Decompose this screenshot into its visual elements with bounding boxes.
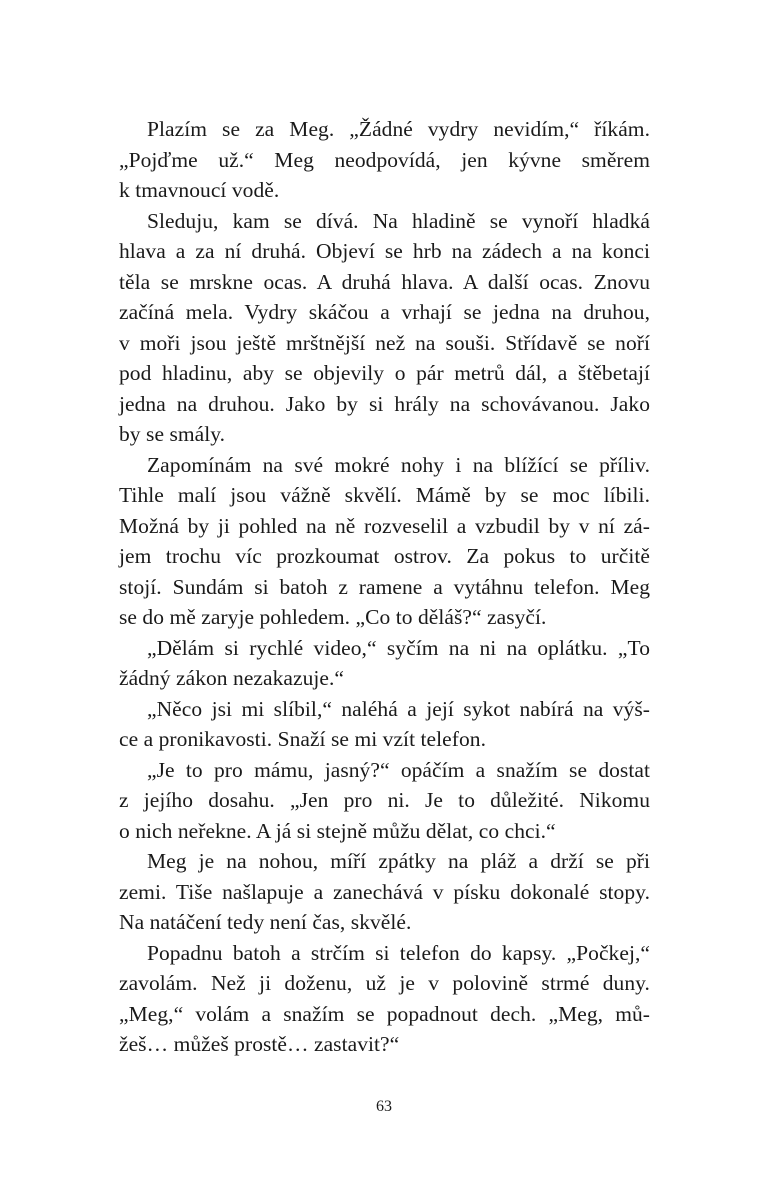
text-line: z jejího dosahu. „Jen pro ni. Je to důležité. Nikomu <box>119 788 650 812</box>
text-line: Na natáčení tedy není čas, skvělé. <box>119 910 412 934</box>
text-line: v moři jsou ještě mrštnější než na souši. Střídavě se noří <box>119 330 650 355</box>
text-line: zemi. Tiše našlapuje a zanechává v písku dokonalé stopy. <box>119 879 650 904</box>
text-line: o nich neřekne. A já si stejně můžu dělat, co chci.“ <box>119 818 556 843</box>
text-line: Meg je na nohou, míří zpátky na pláž a drží se při <box>147 849 650 873</box>
page-number: 63 <box>376 1098 392 1115</box>
text-line: Možná by ji pohled na ně rozveselil a vzbudil by v ní zá- <box>119 513 650 538</box>
text-line: „Je to pro mámu, jasný?“ opáčím a snažím se dostat <box>147 757 650 782</box>
text-line: jedna na druhou. Jako by si hrály na schovávanou. Jako <box>119 391 650 416</box>
text-line: „Dělám si rychlé video,“ syčím na ni na oplátku. „To <box>147 635 650 660</box>
text-line: ce a pronikavosti. Snaží se mi vzít telefon. <box>119 727 486 751</box>
text-line: žádný zákon nezakazuje.“ <box>119 666 345 690</box>
text-line: jem trochu víc prozkoumat ostrov. Za pokus to určitě <box>119 544 650 568</box>
text-line: stojí. Sundám si batoh z ramene a vytáhnu telefon. Meg <box>119 574 650 599</box>
text-line: Zapomínám na své mokré nohy i na blížící se příliv. <box>147 452 650 477</box>
text-line: „Pojďme už.“ Meg neodpovídá, jen kývne směrem <box>119 147 650 172</box>
text-line: „Meg,“ volám a snažím se popadnout dech. „Meg, mů- <box>119 1001 650 1026</box>
text-line: pod hladinu, aby se objevily o pár metrů dál, a štěbetají <box>119 361 650 385</box>
text-line: hlava a za ní druhá. Objeví se hrb na zádech a na konci <box>119 239 650 263</box>
text-line: „Něco jsi mi slíbil,“ naléhá a její sykot nabírá na výš- <box>147 696 650 721</box>
text-line: by se smály. <box>119 422 226 446</box>
text-line: Popadnu batoh a strčím si telefon do kapsy. „Počkej,“ <box>147 940 650 965</box>
text-line: těla se mrskne ocas. A druhá hlava. A další ocas. Znovu <box>119 269 650 294</box>
page-body <box>119 114 650 1060</box>
text-line: Sleduju, kam se dívá. Na hladině se vynoří hladká <box>147 208 650 233</box>
text-line: začíná mela. Vydry skáčou a vrhají se jedna na druhou, <box>119 300 650 324</box>
text-line: žeš… můžeš prostě… zastavit?“ <box>119 1032 400 1056</box>
text-line: Tihle malí jsou vážně skvělí. Mámě by se moc líbili. <box>119 483 650 507</box>
text-line: k tmavnoucí vodě. <box>119 178 280 202</box>
text-line: Plazím se za Meg. „Žádné vydry nevidím,“ říkám. <box>147 117 650 141</box>
text-line: zavolám. Než ji doženu, už je v polovině strmé duny. <box>119 971 650 995</box>
text-line: se do mě zaryje pohledem. „Co to děláš?“ zasyčí. <box>119 605 547 629</box>
